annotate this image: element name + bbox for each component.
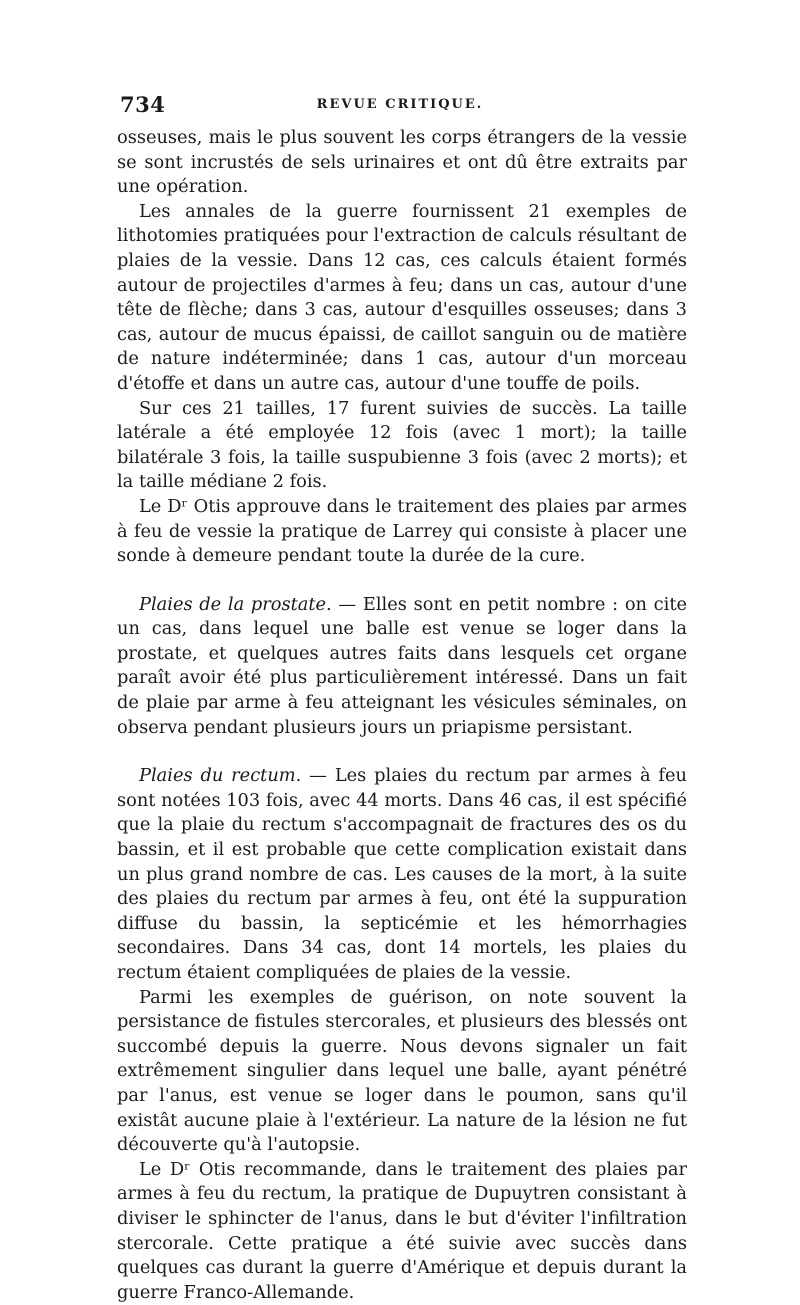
section-title: Plaies du rectum. xyxy=(139,765,302,787)
paragraph-text: Le Dʳ Otis approuve dans le traitement des plaies par armes à feu de vessie la pratique de Larrey qui consiste à placer une sonde à demeure pendant toute la durée de la cure. xyxy=(117,495,687,567)
paragraph-text: osseuses, mais le plus souvent les corps étrangers de la vessie se sont incrustés de sels urinaires et ont dû être extraits par une opération. xyxy=(117,127,687,198)
paragraph-text: Le Dʳ Otis recommande, dans le traitement des plaies par armes à feu du rectum, la pratique de Dupuytren consistant à diviser le sphincter de l'anus, dans le but d'éviter l'infiltration stercorale. Cette pratique a été suivie avec succès dans quelques cas durant la guerre d'Amérique et depuis durant la guerre Franco-Allemande. xyxy=(117,1158,687,1303)
paragraph-rectum xyxy=(117,764,687,985)
page-header xyxy=(120,92,680,122)
paragraph xyxy=(117,126,687,200)
paragraph-text: Les annales de la guerre fournissent 21 exemples de lithotomies pratiquées pour l'extraction de calculs résultant de plaies de la vessie. Dans 12 cas, ces calculs étaient formés autour de projectiles d'armes à feu; dans un cas, autour d'une tête de flèche; dans 3 cas, autour d'esquilles osseuses; dans 3 cas, autour de mucus épaissi, de caillot sanguin ou de matière de nature indéterminée; dans 1 cas, autour d'un morceau d'étoffe et dans un autre cas, autour d'une touffe de poils. xyxy=(117,200,687,394)
paragraph-text: — Elles sont en petit nombre : on cite un cas, dans lequel une balle est venue se loger dans la prostate, et quelques autres faits dans lesquels cet organe paraît avoir été plus particulièrement intéressé. Dans un fait de plaie par arme à feu atteignant les vésicules séminales, on observa pendant plusieurs jours un priapisme persistant. xyxy=(117,593,687,738)
paragraph xyxy=(117,495,687,569)
running-title: REVUE CRITIQUE. xyxy=(316,97,484,112)
page-number: 734 xyxy=(120,92,166,117)
paragraph xyxy=(117,1158,687,1305)
paragraph-prostate xyxy=(117,593,687,741)
page-body xyxy=(117,126,687,1305)
paragraph xyxy=(117,200,687,397)
paragraph-text: Parmi les exemples de guérison, on note souvent la persistance de fistules stercorales, et plusieurs des blessés ont succombé depuis la guerre. Nous devons signaler un fait extrêmement singulier dans lequel une balle, ayant pénétré par l'anus, est venue se loger dans le poumon, sans qu'il existât aucune plaie à l'extérieur. La nature de la lésion ne fut découverte qu'à l'autopsie. xyxy=(117,986,687,1156)
section-title: Plaies de la prostate. xyxy=(139,593,332,615)
paragraph-text: Sur ces 21 tailles, 17 furent suivies de succès. La taille latérale a été employée 12 fois (avec 1 mort); la taille bilatérale 3 fois, la taille suspubienne 3 fois (avec 2 morts); et la taille médiane 2 fois. xyxy=(117,397,687,493)
paragraph xyxy=(117,986,687,1158)
paragraph-text: — Les plaies du rectum par armes à feu sont notées 103 fois, avec 44 morts. Dans 46 cas, il est spécifié que la plaie du rectum s'accompagnait de fractures des os du bassin, et il est probable que cette complication existait dans un plus grand nombre de cas. Les causes de la mort, à la suite des plaies du rectum par armes à feu, ont été la suppuration diffuse du bassin, la septicémie et les hémorrhagies secondaires. Dans 34 cas, dont 14 mortels, les plaies du rectum étaient compliquées de plaies de la vessie. xyxy=(117,765,687,983)
paragraph xyxy=(117,397,687,495)
